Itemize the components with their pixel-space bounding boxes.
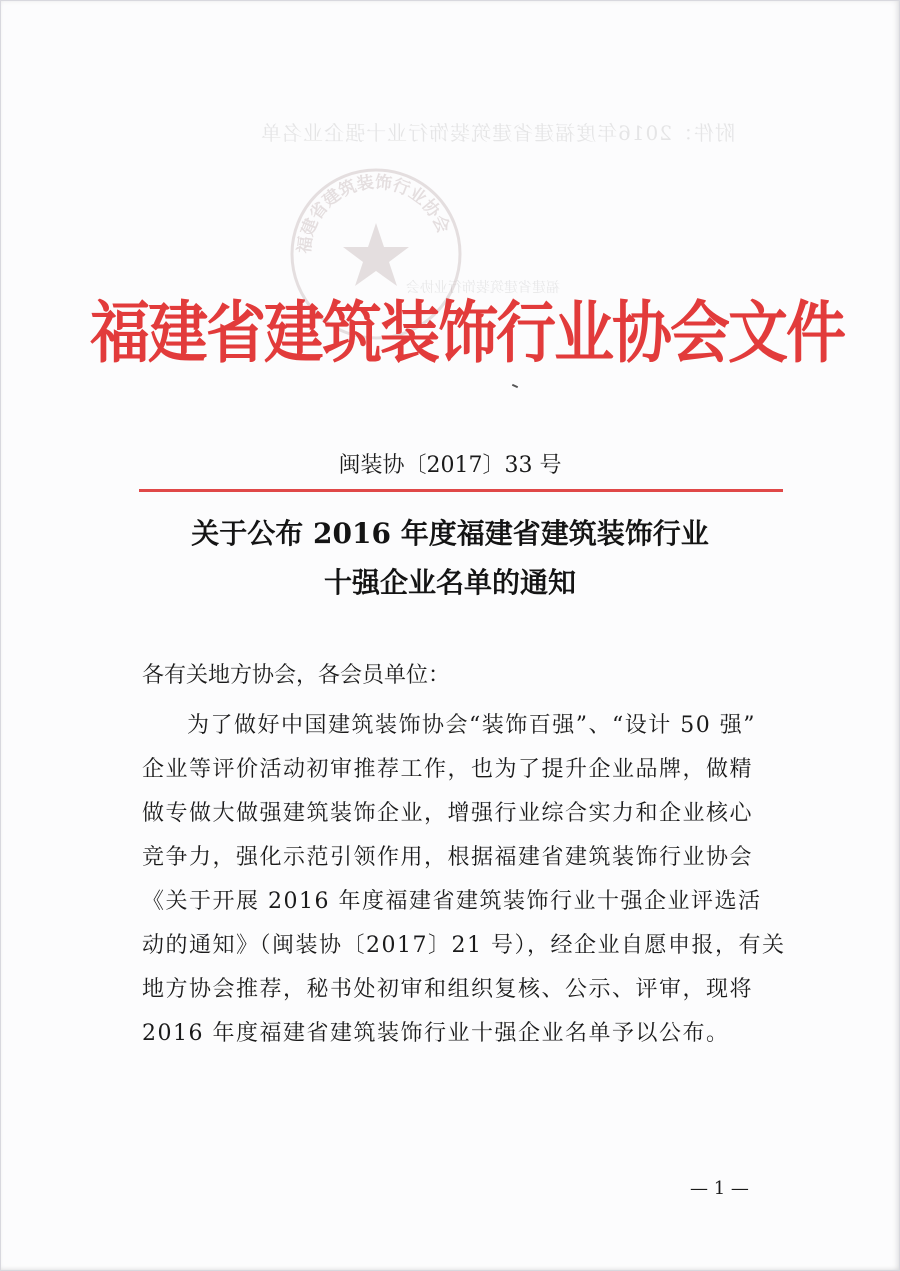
body-line-2: 企业等评价活动初审推荐工作，也为了提升企业品牌，做精: [142, 757, 754, 782]
page-number: — 1 —: [690, 1178, 749, 1199]
body-line-7: 地方协会推荐，秘书处初审和组织复核、公示、评审，现将: [142, 977, 754, 1002]
body-line-3: 做专做大做强建筑装饰企业，增强行业综合实力和企业核心: [142, 801, 754, 826]
svg-text:福建省建筑装饰行业协会: 福建省建筑装饰行业协会: [294, 172, 454, 255]
scan-speck: [512, 384, 518, 388]
body-line-8: 2016 年度福建省建筑装饰行业十强企业名单予以公布。: [142, 1021, 730, 1046]
bleed-through-heading: 附件：2016年度福建省建筑装饰行业十强企业名单: [260, 121, 735, 145]
subject-title-line-1: 关于公布 2016 年度福建省建筑装饰行业: [191, 517, 709, 550]
body-line-5: 《关于开展 2016 年度福建省建筑装饰行业十强企业评选活: [142, 889, 762, 914]
body-line-1: 为了做好中国建筑装饰协会“装饰百强”、“设计 50 强”: [187, 713, 756, 738]
salutation: 各有关地方协会，各会员单位：: [142, 663, 451, 688]
body-line-4: 竞争力，强化示范引领作用，根据福建省建筑装饰行业协会: [142, 845, 754, 870]
red-divider-rule: [139, 489, 783, 492]
document-number: 闽装协〔2017〕33 号: [338, 453, 562, 478]
bleed-through-caption: 福建省建筑装饰行业协会: [406, 280, 560, 296]
body-line-6: 动的通知》（闽装协〔2017〕21 号），经企业自愿申报，有关: [142, 933, 786, 958]
issuing-organization-title: 福建省建筑装饰行业协会文件: [90, 294, 844, 373]
subject-title-line-2: 十强企业名单的通知: [323, 566, 576, 599]
